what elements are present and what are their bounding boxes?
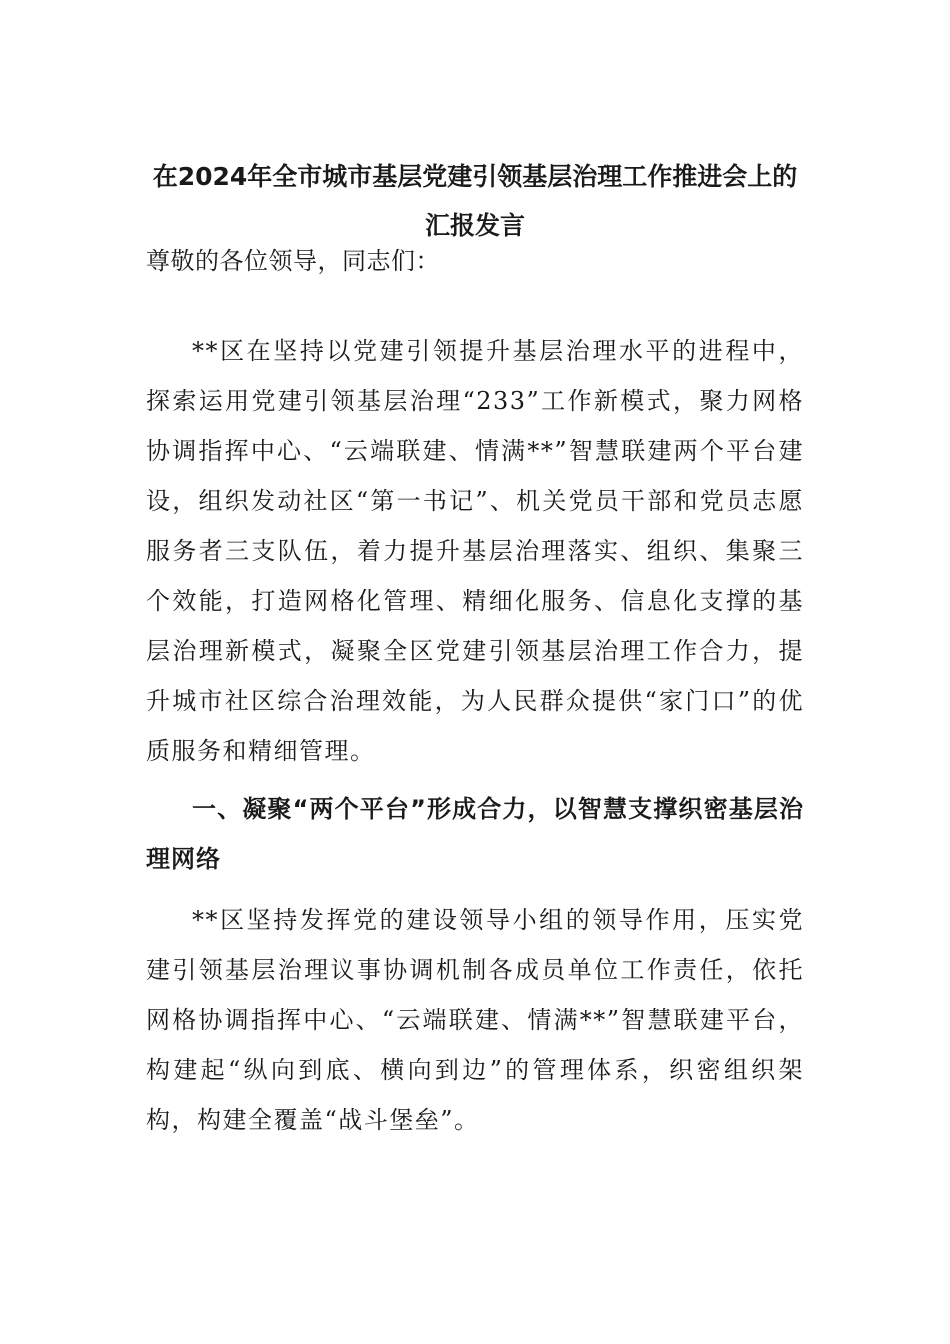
document-title-line-1: 在2024年全市城市基层党建引领基层治理工作推进会上的 (152, 162, 798, 191)
section-heading-1: 一、凝聚“两个平台”形成合力，以智慧支撑织密基层治理网络 (146, 795, 804, 873)
salutation: 尊敬的各位领导，同志们： (146, 247, 440, 275)
paragraph-section-1: **区坚持发挥党的建设领导小组的领导作用，压实党建引领基层治理议事协调机制各成员单位工作责任，依托网格协调指挥中心、“云端联建、情满**”智慧联建平台，构建起“纵向到底、横向到边”的管理体系，织密组织架构，构建全覆盖“战斗堡垒”。 (146, 906, 804, 1134)
document-title-line-2: 汇报发言 (424, 211, 525, 240)
paragraph-intro: **区在坚持以党建引领提升基层治理水平的进程中，探索运用党建引领基层治理“233”工作新模式，聚力网格协调指挥中心、“云端联建、情满**”智慧联建两个平台建设，组织发动社区“第一书记”、机关党员干部和党员志愿服务者三支队伍，着力提升基层治理落实、组织、集聚三个效能，打造网格化管理、精细化服务、信息化支撑的基层治理新模式，凝聚全区党建引领基层治理工作合力，提升城市社区综合治理效能，为人民群众提供“家门口”的优质服务和精细管理。 (146, 337, 804, 765)
